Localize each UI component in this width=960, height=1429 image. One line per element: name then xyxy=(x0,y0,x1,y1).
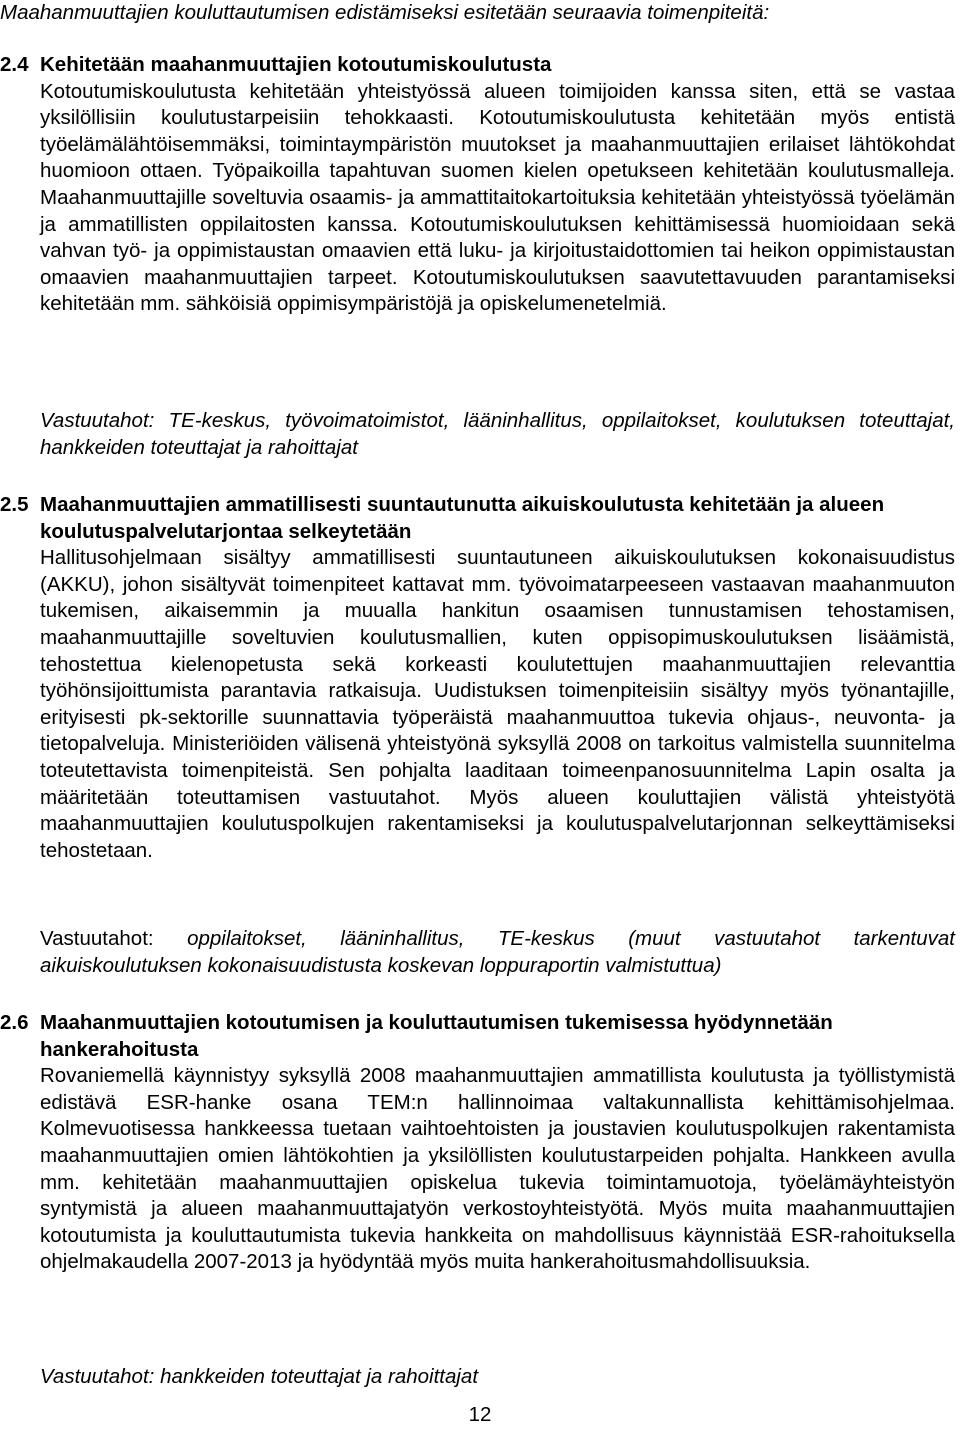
responsible-label: Vastuutahot: xyxy=(40,927,154,950)
section-number: 2.5 xyxy=(0,493,29,516)
section-body: Hallitusohjelmaan sisältyy ammatillisesti suuntautuneen aikuiskoulutuksen kokonaisuudistus (AKKU), johon sisältyvät toimenpiteet kattavat mm. työvoimatarpeeseen vastaavan maahanmuuton tukemisen, aikaisemmin ja muualla hankitun osaamisen tunnustamisen tehostamisen, maahanmuuttajille soveltuvien koulutusmallien, kuten oppisopimuskoulutuksen lisäämistä, tehostettua kielenopetusta sekä korkeasti koulutettujen maahanmuuttajien relevanttia työhönsijoittumista parantavia ratkaisuja. Uudistuksen toimenpiteisiin sisältyy myös työnantajille, erityisesti pk-sektorille suunnattavia työperäistä maahanmuuttoa tukevia ohjaus-, neuvonta- ja tietopalveluja. Ministeriöiden välisenä yhteistyönä syksyllä 2008 on tarkoitus valmistella suunnitelma toteutettavista toimenpiteistä. Sen pohjalta laaditaan toimeenpanosuunnitelma Lapin osalta ja määritetään toteuttamisen vastuutahot. Myös alueen kouluttajien välistä yhteistyötä maahanmuuttajien koulutuspolkujen rakentamiseksi ja koulutuspalvelutarjonnan selkeyttämiseksi tehostetaan. xyxy=(40,546,955,862)
responsible-text: oppilaitokset, lääninhallitus, TE-keskus (muut vastuutahot tarkentuvat aikuiskoulutuksen kokonaisuudistusta koskevan loppuraportin valmistuttua) xyxy=(40,927,955,977)
section-2-6 xyxy=(0,1010,955,1276)
responsible-text: hankkeiden toteuttajat ja rahoittajat xyxy=(160,1365,479,1388)
section-2-5 xyxy=(0,492,955,864)
section-body: Rovaniemellä käynnistyy syksyllä 2008 maahanmuuttajien ammatillista koulutusta ja työllistymistä edistävä ESR-hanke osana TEM:n hallinnoimaa valtakunnallista kehittämisohjelmaa. Kolmevuotisessa hankkeessa tuetaan vaihtoehtoisten ja joustavien koulutuspolkujen rakentamista maahanmuuttajien omien lähtökohtien ja yksilöllisten koulutustarpeiden pohjalta. Hankkeen avulla mm. kehitetään maahanmuuttajien opiskelua tukevia toimintamuotoja, työelämäyhteistyön syntymistä ja alueen maahanmuuttajatyön verkostoyhteistyötä. Myös muita maahanmuuttajien kotoutumista ja kouluttautumista tukevia hankkeita on mahdollisuus käynnistää ESR-rahoituksella ohjelmakaudella 2007-2013 ja hyödyntää myös muita hankerahoitusmahdollisuuksia. xyxy=(40,1064,955,1274)
intro-text: Maahanmuuttajien kouluttautumisen edistämiseksi esitetään seuraavia toimenpiteitä: xyxy=(0,1,770,24)
page-number: 12 xyxy=(468,1403,492,1426)
section-2-4 xyxy=(0,52,955,318)
section-number: 2.4 xyxy=(0,53,29,76)
section-body: Kotoutumiskoulutusta kehitetään yhteistyössä alueen toimijoiden kanssa siten, että se vastaa yksilöllisiin koulutustarpeisiin tehokkaasti. Kotoutumiskoulutusta kehitetään myös entistä työelämälähtöisemmäksi, toimintaympäristön muutokset ja maahanmuuttajien erilaiset lähtökohdat huomioon ottaen. Työpaikoilla tapahtuvan suomen kielen opetukseen kehitetään koulutusmalleja. Maahanmuuttajille soveltuvia osaamis- ja ammattitaitokartoituksia kehitetään yhteistyössä työelämän ja ammatillisten oppilaitosten kanssa. Kotoutumiskoulutuksen kehittämisessä huomioidaan sekä vahvan työ- ja oppimistaustan omaavien että luku- ja kirjoitustaidottomien tai heikon oppimistaustan omaavien maahanmuuttajien tarpeet. Kotoutumiskoulutuksen saavutettavuuden parantamiseksi kehitetään mm. sähköisiä oppimisympäristöjä ja opiskelumenetelmiä. xyxy=(40,79,955,316)
responsible-label: Vastuutahot: xyxy=(40,409,155,432)
responsible-text: TE-keskus, työvoimatoimistot, lääninhallitus, oppilaitokset, koulutuksen toteuttajat, hankkeiden toteuttajat ja rahoittajat xyxy=(40,409,955,459)
section-heading xyxy=(0,492,955,545)
responsible-parties-2-5 xyxy=(40,926,955,979)
section-title: Maahanmuuttajien kotoutumisen ja kouluttautumisen tukemisessa hyödynnetään hankerahoitusta xyxy=(40,1011,833,1061)
responsible-label: Vastuutahot: xyxy=(40,1365,155,1388)
section-heading xyxy=(0,52,955,79)
section-number: 2.6 xyxy=(0,1011,29,1034)
section-title: Maahanmuuttajien ammatillisesti suuntautunutta aikuiskoulutusta kehitetään ja alueen koulutuspalvelutarjontaa selkeytetään xyxy=(40,493,885,543)
responsible-parties-2-6 xyxy=(40,1364,955,1391)
responsible-parties-2-4 xyxy=(40,408,955,461)
section-title: Kehitetään maahanmuuttajien kotoutumiskoulutusta xyxy=(40,53,552,76)
section-heading xyxy=(0,1010,955,1063)
